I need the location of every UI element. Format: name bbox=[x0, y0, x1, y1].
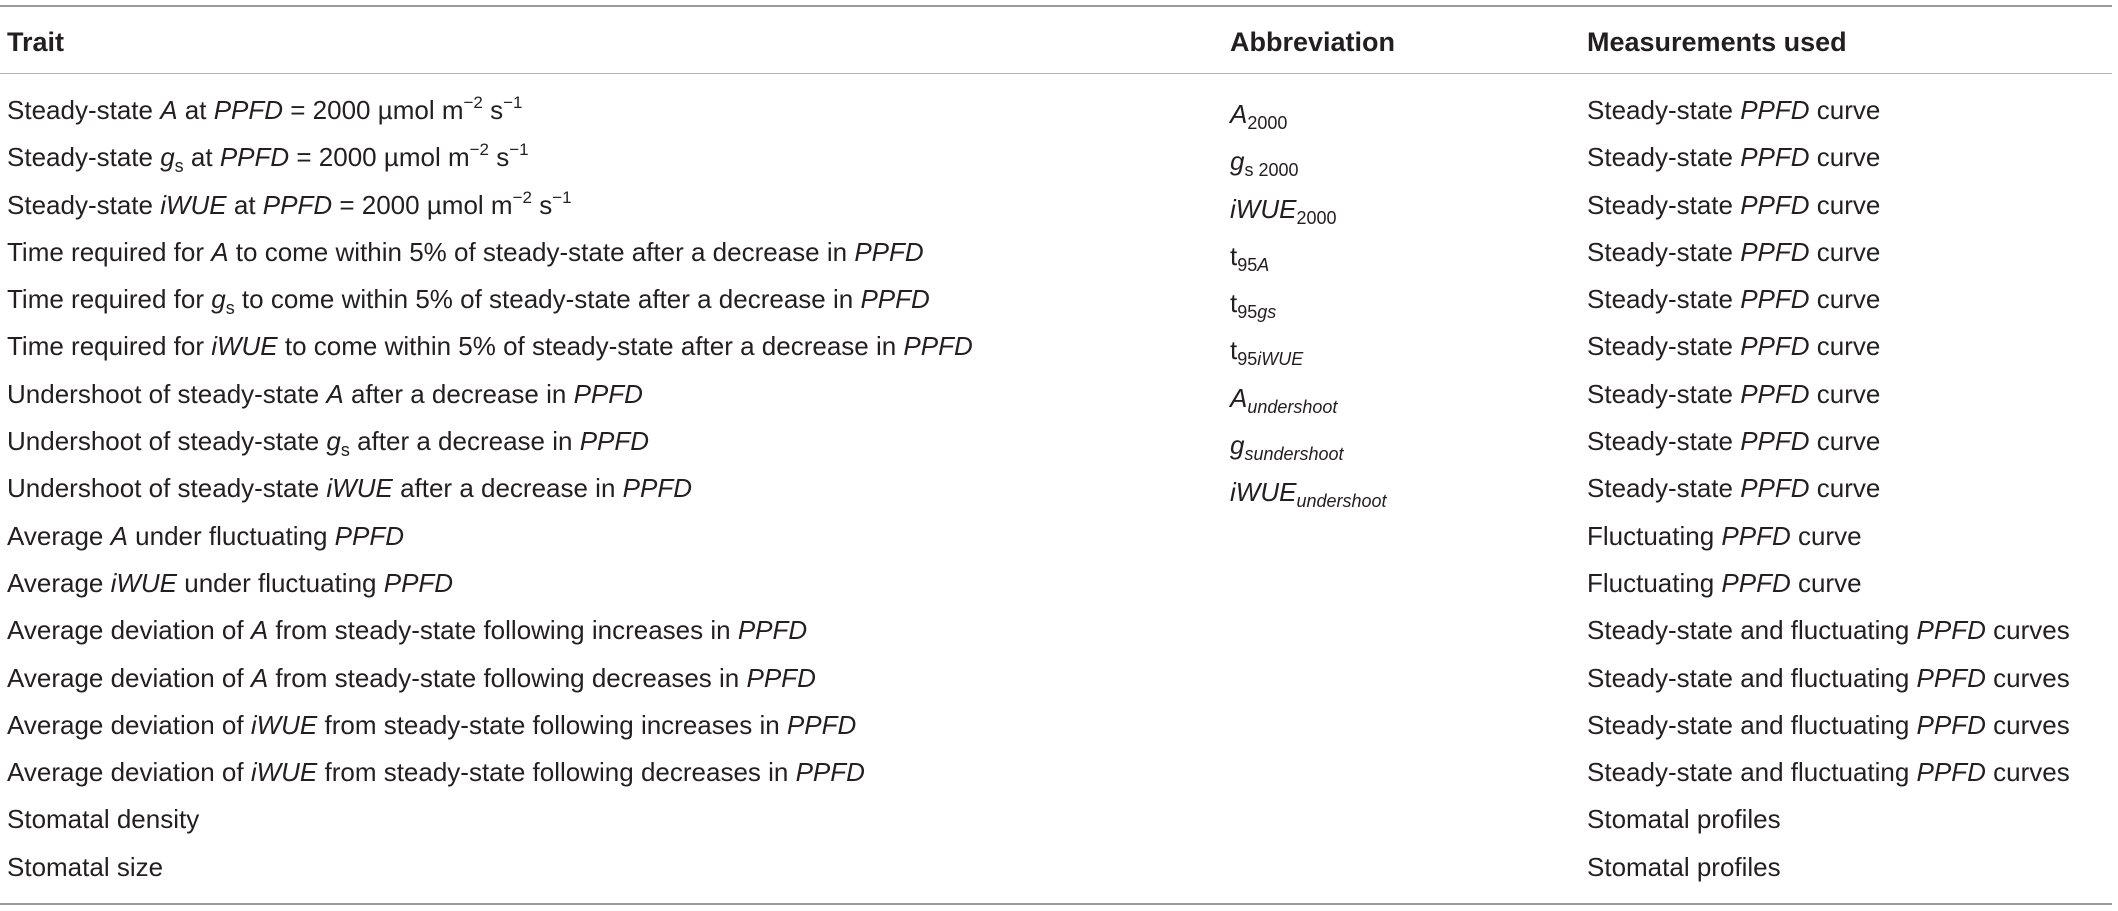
text-run: = 2000 µmol m bbox=[332, 189, 513, 220]
measurements-cell bbox=[1587, 189, 1880, 221]
text-run: g bbox=[211, 284, 226, 315]
text-run: Steady-state and fluctuating bbox=[1587, 662, 1917, 693]
table-row bbox=[0, 514, 2112, 561]
table-row bbox=[0, 277, 2112, 324]
text-run: Average deviation of bbox=[7, 615, 251, 646]
text-run: curve bbox=[1809, 284, 1881, 315]
text-run: PPFD bbox=[903, 331, 973, 362]
text-run: Average bbox=[7, 567, 111, 598]
text-run: PPFD bbox=[1740, 95, 1810, 125]
measurements-cell bbox=[1587, 378, 1880, 410]
table-row bbox=[0, 372, 2112, 419]
table-row bbox=[0, 324, 2112, 371]
text-run: under fluctuating bbox=[127, 520, 335, 551]
text-run: from steady-state following decreases in bbox=[317, 757, 796, 788]
text-run: PPFD bbox=[786, 709, 857, 740]
text-run: = 2000 µmol m bbox=[289, 142, 470, 173]
text-run: PPFD bbox=[579, 426, 650, 457]
abbreviation-cell bbox=[1230, 98, 1288, 133]
text-run: g bbox=[326, 426, 341, 457]
text-run: PPFD bbox=[1740, 142, 1810, 173]
text-run: PPFD bbox=[746, 662, 816, 693]
text-run: 95 bbox=[1237, 302, 1258, 323]
text-run: 95 bbox=[1237, 254, 1258, 275]
text-run: PPFD bbox=[1740, 331, 1810, 362]
text-run: Steady-state bbox=[1587, 378, 1741, 409]
abbreviation-cell bbox=[1230, 145, 1299, 181]
text-run: Average deviation of bbox=[7, 662, 251, 693]
abbreviation-cell bbox=[1230, 334, 1304, 370]
text-run: curve bbox=[1809, 95, 1881, 125]
text-run: undershoot bbox=[1296, 491, 1387, 512]
abbreviation-cell bbox=[1230, 287, 1277, 323]
text-run: A bbox=[110, 520, 128, 551]
text-run: PPFD bbox=[1740, 236, 1810, 267]
text-run: PPFD bbox=[795, 757, 865, 788]
text-run: −1 bbox=[552, 187, 572, 207]
text-run: g bbox=[160, 142, 175, 173]
text-run: A bbox=[160, 95, 178, 125]
text-run: Fluctuating bbox=[1587, 520, 1722, 551]
text-run: PPFD bbox=[1721, 520, 1791, 551]
text-run: PPFD bbox=[737, 615, 808, 646]
text-run: PPFD bbox=[1740, 189, 1810, 220]
text-run: Steady-state bbox=[1587, 426, 1741, 457]
text-run: Time required for bbox=[7, 331, 212, 362]
text-run: Steady-state bbox=[1587, 189, 1741, 220]
measurements-cell bbox=[1587, 520, 1862, 552]
text-run: at bbox=[177, 95, 214, 125]
text-run: s bbox=[482, 95, 504, 125]
table-row bbox=[0, 750, 2112, 797]
header-trait: Trait bbox=[7, 27, 65, 57]
text-run: = 2000 µmol m bbox=[283, 95, 464, 125]
trait-cell bbox=[7, 709, 856, 741]
trait-cell bbox=[7, 756, 865, 788]
text-run: PPFD bbox=[854, 236, 924, 267]
text-run: −2 bbox=[469, 140, 489, 160]
trait-cell bbox=[7, 662, 816, 694]
text-run: PPFD bbox=[383, 567, 454, 598]
abbreviation-cell bbox=[1230, 476, 1387, 512]
text-run: PPFD bbox=[1740, 378, 1810, 409]
text-run: curve bbox=[1809, 426, 1881, 457]
text-run: curve bbox=[1809, 189, 1881, 220]
text-run: Steady-state bbox=[1587, 473, 1741, 504]
text-run: Undershoot of steady-state bbox=[7, 426, 327, 457]
text-run: Fluctuating bbox=[1587, 567, 1722, 598]
abbreviation-cell bbox=[1230, 193, 1337, 228]
trait-cell bbox=[7, 283, 930, 319]
measurements-cell bbox=[1587, 141, 1880, 173]
text-run: curve bbox=[1809, 142, 1881, 173]
measurements-cell bbox=[1587, 425, 1880, 457]
text-run: 2000 bbox=[1296, 207, 1337, 228]
text-run: Average deviation of bbox=[7, 757, 251, 788]
text-run: −2 bbox=[463, 93, 483, 112]
text-run: after a decrease in bbox=[392, 473, 623, 504]
text-run: Steady-state bbox=[1587, 236, 1741, 267]
text-run: from steady-state following increases in bbox=[317, 709, 787, 740]
text-run: Steady-state bbox=[7, 189, 161, 220]
trait-cell bbox=[7, 330, 973, 362]
abbreviation-cell bbox=[1230, 429, 1344, 465]
text-run: iWUE bbox=[110, 567, 178, 598]
measurements-cell bbox=[1587, 283, 1880, 315]
header-abbreviation: Abbreviation bbox=[1230, 27, 1396, 57]
text-run: gs bbox=[1257, 302, 1277, 323]
text-run: Steady-state and fluctuating bbox=[1587, 709, 1917, 740]
table-row bbox=[0, 703, 2112, 750]
measurements-cell bbox=[1587, 330, 1880, 362]
text-run: PPFD bbox=[334, 520, 404, 551]
trait-cell bbox=[7, 472, 692, 504]
text-run: g bbox=[1230, 146, 1245, 177]
text-run: PPFD bbox=[1740, 284, 1810, 315]
text-run: iWUE bbox=[211, 331, 278, 362]
trait-cell bbox=[7, 189, 572, 221]
table-row bbox=[0, 561, 2112, 608]
text-run: Steady-state bbox=[7, 142, 161, 173]
text-run: curves bbox=[1985, 709, 2070, 740]
text-run: A bbox=[326, 378, 344, 409]
text-run: iWUE bbox=[1230, 477, 1297, 508]
measurements-cell bbox=[1587, 236, 1880, 268]
text-run: PPFD bbox=[1740, 426, 1810, 457]
measurements-cell bbox=[1587, 756, 2070, 788]
trait-cell bbox=[7, 140, 529, 177]
abbreviation-cell bbox=[1230, 382, 1338, 417]
trait-cell bbox=[7, 614, 807, 646]
text-run: curves bbox=[1985, 757, 2070, 788]
text-run: PPFD bbox=[1740, 473, 1810, 504]
text-run: g bbox=[1230, 430, 1245, 461]
text-run: A bbox=[250, 615, 269, 646]
text-run: curve bbox=[1790, 520, 1862, 551]
text-run: s bbox=[489, 142, 510, 173]
table-row bbox=[0, 88, 2112, 135]
table-row bbox=[0, 135, 2112, 182]
text-run: Stomatal profiles bbox=[1587, 804, 1781, 835]
text-run: iWUE bbox=[250, 757, 318, 788]
text-run: curve bbox=[1809, 473, 1881, 504]
text-run: Average bbox=[7, 520, 111, 551]
text-run: A bbox=[211, 236, 229, 267]
text-run: at bbox=[183, 142, 220, 173]
text-run: to come within 5% of steady-state after a decrease in bbox=[228, 236, 855, 267]
measurements-cell bbox=[1587, 851, 1781, 883]
text-run: Steady-state bbox=[1587, 142, 1741, 173]
text-run: to come within 5% of steady-state after a decrease in bbox=[234, 284, 861, 315]
trait-cell bbox=[7, 567, 453, 599]
text-run: curve bbox=[1809, 331, 1881, 362]
table-row bbox=[0, 419, 2112, 466]
text-run: curve bbox=[1809, 378, 1881, 409]
text-run: s bbox=[340, 440, 350, 461]
table-body bbox=[0, 88, 2112, 892]
table-row bbox=[0, 608, 2112, 655]
text-run: −1 bbox=[503, 93, 523, 112]
measurements-cell bbox=[1587, 94, 1880, 126]
table-row bbox=[0, 466, 2112, 513]
header-rule bbox=[0, 73, 2112, 74]
measurements-cell bbox=[1587, 709, 2070, 741]
table-row bbox=[0, 230, 2112, 277]
text-run: Average deviation of bbox=[7, 709, 251, 740]
table-row bbox=[0, 797, 2112, 844]
text-run: t bbox=[1230, 240, 1238, 271]
text-run: Steady-state and fluctuating bbox=[1587, 757, 1917, 788]
text-run: A bbox=[1257, 254, 1270, 275]
text-run: −2 bbox=[512, 187, 532, 207]
text-run: from steady-state following decreases in bbox=[268, 662, 747, 693]
text-run: curve bbox=[1790, 567, 1862, 598]
text-run: PPFD bbox=[622, 473, 692, 504]
text-run: 2000 bbox=[1247, 113, 1288, 133]
measurements-cell bbox=[1587, 567, 1862, 599]
table-row bbox=[0, 183, 2112, 230]
text-run: iWUE bbox=[250, 709, 318, 740]
text-run: Stomatal density bbox=[7, 804, 200, 835]
text-run: Steady-state bbox=[1587, 95, 1741, 125]
text-run: to come within 5% of steady-state after a decrease in bbox=[277, 331, 904, 362]
text-run: iWUE bbox=[160, 189, 227, 220]
measurements-cell bbox=[1587, 614, 2070, 646]
text-run: undershoot bbox=[1247, 396, 1338, 417]
text-run: t bbox=[1230, 335, 1238, 366]
text-run: s bbox=[531, 189, 553, 220]
text-run: PPFD bbox=[1721, 567, 1791, 598]
text-run: PPFD bbox=[1916, 662, 1986, 693]
text-run: A bbox=[1230, 382, 1248, 413]
text-run: under fluctuating bbox=[177, 567, 384, 598]
text-run: at bbox=[226, 189, 263, 220]
text-run: s bbox=[174, 156, 184, 177]
text-run: after a decrease in bbox=[349, 426, 580, 457]
text-run: Steady-state bbox=[7, 95, 161, 125]
trait-cell bbox=[7, 851, 163, 883]
text-run: Undershoot of steady-state bbox=[7, 378, 327, 409]
text-run: PPFD bbox=[1916, 757, 1986, 788]
text-run: s 2000 bbox=[1244, 160, 1299, 181]
measurements-cell bbox=[1587, 662, 2070, 694]
text-run: curves bbox=[1985, 662, 2070, 693]
table-bottom-rule bbox=[0, 903, 2112, 905]
table-header bbox=[0, 7, 2112, 73]
text-run: after a decrease in bbox=[343, 378, 574, 409]
text-run: Stomatal profiles bbox=[1587, 851, 1781, 882]
abbreviation-cell bbox=[1230, 240, 1270, 275]
trait-cell bbox=[7, 803, 199, 835]
trait-cell bbox=[7, 520, 404, 552]
text-run: PPFD bbox=[1916, 709, 1986, 740]
text-run: iWUE bbox=[1230, 193, 1297, 224]
text-run: iWUE bbox=[1257, 349, 1304, 370]
text-run: A bbox=[1230, 99, 1248, 129]
text-run: from steady-state following increases in bbox=[268, 615, 738, 646]
trait-cell bbox=[7, 425, 650, 461]
text-run: s bbox=[225, 298, 235, 319]
text-run: PPFD bbox=[573, 378, 643, 409]
text-run: t bbox=[1230, 288, 1238, 319]
text-run: iWUE bbox=[326, 473, 393, 504]
table-row bbox=[0, 656, 2112, 703]
table-row bbox=[0, 845, 2112, 892]
text-run: Time required for bbox=[7, 284, 212, 315]
text-run: Stomatal size bbox=[7, 851, 164, 882]
trait-cell bbox=[7, 94, 523, 126]
text-run: Time required for bbox=[7, 236, 212, 267]
text-run: 95 bbox=[1237, 349, 1258, 370]
text-run: Steady-state bbox=[1587, 331, 1741, 362]
text-run: Steady-state and fluctuating bbox=[1587, 615, 1917, 646]
text-run: PPFD bbox=[262, 189, 333, 220]
text-run: curves bbox=[1985, 615, 2070, 646]
trait-cell bbox=[7, 236, 924, 268]
trait-cell bbox=[7, 378, 643, 410]
text-run: −1 bbox=[509, 140, 529, 160]
text-run: curve bbox=[1809, 236, 1881, 267]
text-run: PPFD bbox=[219, 142, 290, 173]
text-run: sundershoot bbox=[1244, 444, 1344, 465]
text-run: PPFD bbox=[1916, 615, 1986, 646]
measurements-cell bbox=[1587, 472, 1880, 504]
text-run: A bbox=[250, 662, 269, 693]
text-run: Undershoot of steady-state bbox=[7, 473, 327, 504]
text-run: PPFD bbox=[860, 284, 930, 315]
header-measurements: Measurements used bbox=[1587, 27, 1847, 57]
measurements-cell bbox=[1587, 803, 1781, 835]
text-run: Steady-state bbox=[1587, 284, 1741, 315]
text-run: PPFD bbox=[213, 95, 284, 125]
